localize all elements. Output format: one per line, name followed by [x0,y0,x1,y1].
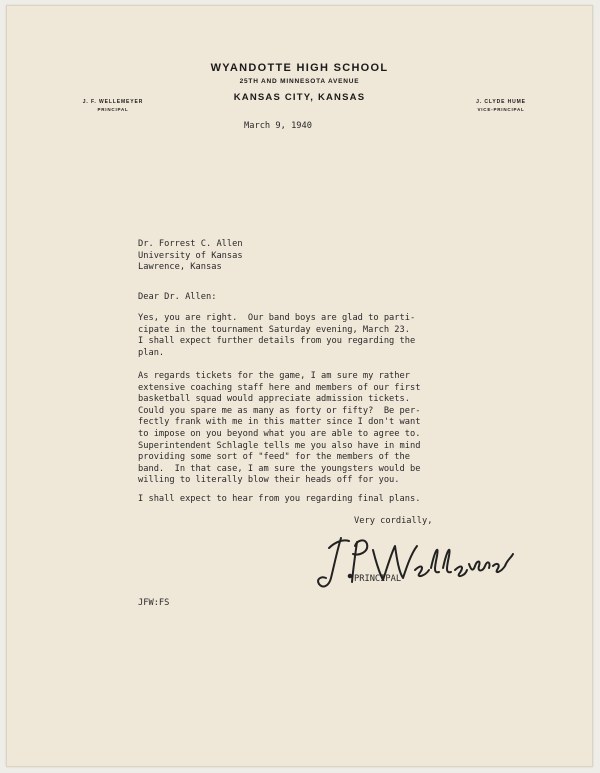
handwritten-signature [307,526,517,596]
letter-page [6,5,593,767]
text-line: fectly frank with me in this matter since I don't want [138,417,421,428]
paragraph-band [138,313,415,359]
text-line: Could you spare me as many as forty or fifty? Be per- [138,405,421,416]
letterhead-school-name: WYANDOTTE HIGH SCHOOL [210,62,389,74]
text-line: providing some sort of "feed" for the members of the [138,452,410,463]
letterhead-principal-title: PRINCIPAL [97,107,129,112]
text-line: plan. [138,347,165,358]
text-line: I shall expect to hear from you regarding final plans. [138,494,421,504]
letter-date: March 9, 1940 [244,121,312,131]
text-line: Yes, you are right. Our band boys are glad to parti- [138,313,416,323]
text-line: cipate in the tournament Saturday evening, March 23. [138,324,410,335]
text-line: Superintendent Schlagle tells me you also have in mind [138,440,421,451]
recipient-line: Lawrence, Kansas [138,262,222,273]
letterhead-street: 25TH AND MINNESOTA AVENUE [239,78,360,85]
closing: Very cordially, [354,516,433,526]
letterhead-city: KANSAS CITY, KANSAS [233,92,366,103]
text-line: willing to literally blow their heads off for you. [138,475,400,486]
text-line: band. In that case, I am sure the youngsters would be [138,463,421,474]
recipient-address [138,239,243,274]
letterhead-vice-principal-name: J. CLYDE HUME [476,99,526,105]
signature-title: PRINCIPAL [354,574,402,584]
text-line: to impose on you beyond what you are able to agree to. [138,428,421,439]
reference-initials: JFW:FS [138,598,170,608]
text-line: extensive coaching staff here and members of our first [138,382,421,393]
text-line: basketball squad would appreciate admission tickets. [138,394,410,405]
letterhead-principal-name: J. F. WELLEMEYER [82,99,144,105]
recipient-line: University of Kansas [138,250,243,261]
letterhead-vice-principal-title: VICE-PRINCIPAL [477,107,525,112]
text-line: As regards tickets for the game, I am sure my rather [138,371,410,381]
paragraph-final [138,494,420,506]
text-line: I shall expect further details from you regarding the [138,336,416,347]
salutation: Dear Dr. Allen: [138,292,217,302]
paragraph-tickets [138,371,420,487]
recipient-line: Dr. Forrest C. Allen [138,239,243,249]
